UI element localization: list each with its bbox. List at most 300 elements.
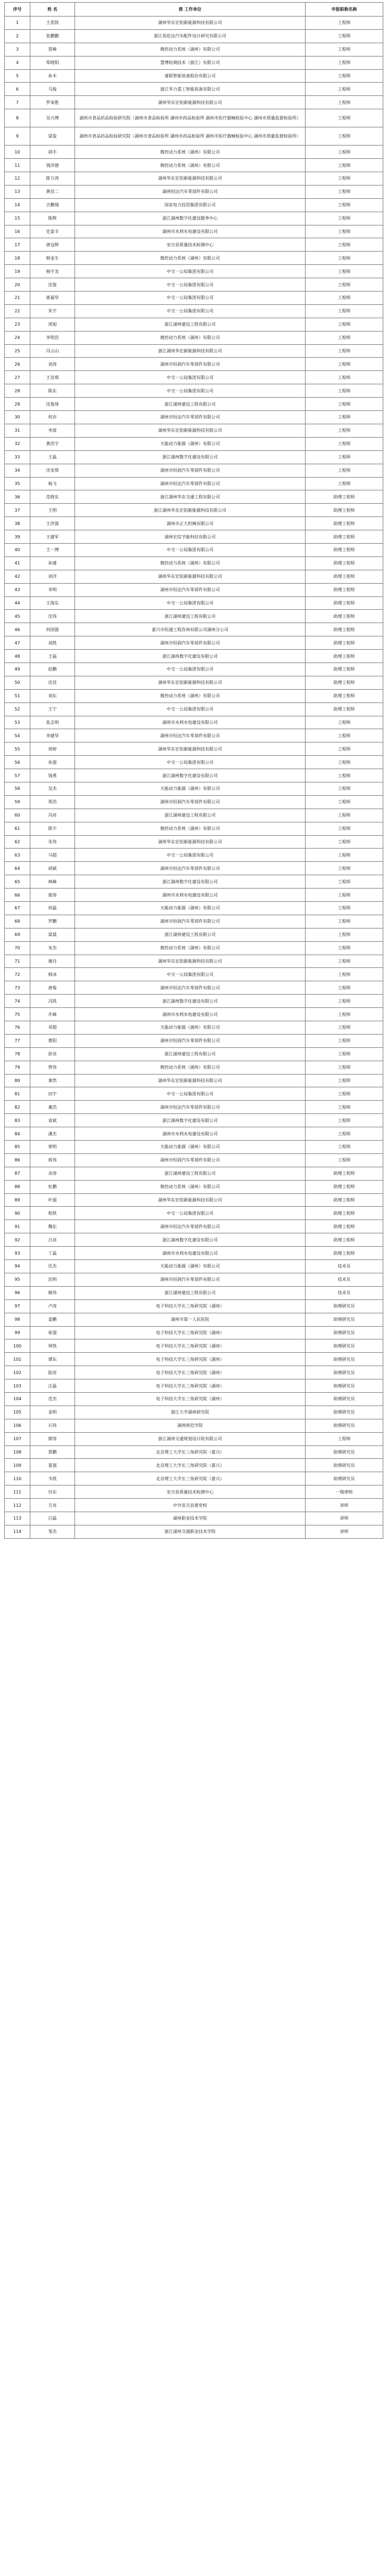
table-row (5, 331, 383, 344)
cell-name: 沈安琪 (30, 464, 75, 477)
cell-name: 汪磊 (30, 1379, 75, 1393)
cell-title: 工程师 (306, 1061, 383, 1074)
cell-name: 沈俊琦 (30, 398, 75, 411)
cell-title: 工程师 (306, 83, 383, 96)
cell-title: 工程师 (306, 1141, 383, 1154)
cell-name: 谢丹 (30, 955, 75, 968)
table-row (5, 490, 383, 504)
cell-employer: 湖州华东宏铝新能源科技有限公司 (75, 570, 306, 583)
cell-name: 曹阳 (30, 1034, 75, 1047)
cell-name: 林峰 (30, 875, 75, 889)
cell-index: 94 (5, 1260, 30, 1273)
cell-title: 助理研究员 (306, 1406, 383, 1419)
cell-title: 工程师 (306, 1008, 383, 1021)
table-row (5, 782, 383, 795)
cell-name: 刘涛 (30, 358, 75, 371)
cell-title: 工程师 (306, 318, 383, 331)
cell-employer: 湖州市恒润汽车零部件有限公司 (75, 1034, 306, 1047)
cell-name: 孙木 (30, 69, 75, 83)
cell-title: 助理研究员 (306, 1446, 383, 1459)
cell-name: 王磊 (30, 650, 75, 663)
table-row (5, 729, 383, 742)
table-row (5, 981, 383, 995)
table-body (5, 17, 383, 1539)
cell-employer: 中交一公局集团有限公司 (75, 304, 306, 318)
cell-employer: 中交一公局集团有限公司 (75, 292, 306, 305)
table-row (5, 835, 383, 849)
table-row (5, 1141, 383, 1154)
cell-title: 工程师 (306, 198, 383, 212)
cell-index: 72 (5, 968, 30, 981)
cell-name: 刘洋 (30, 570, 75, 583)
cell-title: 工程师 (306, 43, 383, 56)
cell-index: 9 (5, 127, 30, 146)
cell-employer: 浙江湖州数字化建设有限公司 (75, 1114, 306, 1127)
cell-index: 77 (5, 1034, 30, 1047)
cell-index: 22 (5, 304, 30, 318)
cell-title: 助理工程师 (306, 676, 383, 689)
cell-index: 50 (5, 676, 30, 689)
cell-title: 工程师 (306, 437, 383, 450)
table-row (5, 109, 383, 127)
cell-title: 工程师 (306, 902, 383, 915)
cell-name: 郭福华 (30, 292, 75, 305)
cell-employer: 湖州恒达汽车零部件有限公司 (75, 185, 306, 198)
cell-title: 工程师 (306, 769, 383, 782)
cell-employer: 湖州市正大机械有限公司 (75, 517, 306, 530)
cell-name: 石伟 (30, 1419, 75, 1432)
table-row (5, 1406, 383, 1419)
cell-employer: 睿联智能装备股份有限公司 (75, 69, 306, 83)
table-row (5, 928, 383, 941)
table-row (5, 1366, 383, 1379)
cell-index: 107 (5, 1432, 30, 1446)
table-row (5, 1419, 383, 1432)
table-row (5, 437, 383, 450)
table-row (5, 809, 383, 822)
table-row (5, 1446, 383, 1459)
table-row (5, 875, 383, 889)
cell-name: 韦凯 (30, 1472, 75, 1485)
cell-index: 43 (5, 583, 30, 596)
cell-name: 何亦 (30, 411, 75, 424)
cell-index: 64 (5, 862, 30, 875)
cell-employer: 微控动力系统（湖州）有限公司 (75, 556, 306, 570)
cell-employer: 湖州师范学院 (75, 1419, 306, 1432)
cell-index: 48 (5, 650, 30, 663)
table-row (5, 17, 383, 30)
cell-name: 刘凯 (30, 636, 75, 650)
cell-index: 18 (5, 252, 30, 265)
table-row (5, 623, 383, 636)
cell-employer: 湖州市恒润汽车零部件有限公司 (75, 915, 306, 928)
cell-name: 冯亮 (30, 809, 75, 822)
table-row (5, 477, 383, 490)
cell-employer: 中交一公局集团有限公司 (75, 543, 306, 556)
cell-name: 陈东 (30, 384, 75, 398)
cell-name: 萧然 (30, 1074, 75, 1087)
cell-title: 助理工程师 (306, 517, 383, 530)
cell-index: 28 (5, 384, 30, 398)
cell-employer: 中交一公局集团有限公司 (75, 849, 306, 862)
table-row (5, 583, 383, 596)
table-row (5, 1180, 383, 1193)
cell-employer: 微控动力系统（湖州）有限公司 (75, 159, 306, 172)
table-row (5, 159, 383, 172)
cell-index: 106 (5, 1419, 30, 1432)
cell-index: 20 (5, 278, 30, 292)
cell-name: 白磊 (30, 1512, 75, 1525)
cell-title: 工程师 (306, 17, 383, 30)
cell-index: 36 (5, 490, 30, 504)
cell-employer: 中交一公局集团有限公司 (75, 1087, 306, 1101)
cell-index: 73 (5, 981, 30, 995)
cell-index: 74 (5, 995, 30, 1008)
cell-index: 70 (5, 941, 30, 955)
table-row (5, 915, 383, 928)
cell-title: 一级律师 (306, 1485, 383, 1499)
cell-index: 112 (5, 1499, 30, 1512)
cell-name: 王海东 (30, 596, 75, 610)
cell-employer: 湖州市水利水电建设有限公司 (75, 225, 306, 238)
cell-title: 助理工程师 (306, 1180, 383, 1193)
cell-name: 沈伟 (30, 610, 75, 623)
table-row (5, 398, 383, 411)
cell-employer: 湖州华东宏铝新能源科技有限公司 (75, 742, 306, 756)
cell-name: 金明 (30, 1406, 75, 1419)
cell-index: 54 (5, 729, 30, 742)
cell-title: 工程师 (306, 729, 383, 742)
table-row (5, 1379, 383, 1393)
cell-index: 76 (5, 1021, 30, 1035)
cell-employer: 湖州宏信节能科技有限公司 (75, 530, 306, 544)
cell-title: 工程师 (306, 185, 383, 198)
cell-name: 沈俊 (30, 278, 75, 292)
cell-name: 廖涛 (30, 1432, 75, 1446)
cell-index: 82 (5, 1101, 30, 1114)
table-row (5, 1392, 383, 1406)
table-row (5, 517, 383, 530)
cell-title: 工程师 (306, 127, 383, 146)
cell-employer: 北京理工大学长三角研究院（嘉兴） (75, 1472, 306, 1485)
cell-name: 杨宇龙 (30, 265, 75, 278)
cell-title: 工程师 (306, 1153, 383, 1167)
table-row (5, 889, 383, 902)
cell-name: 罗鹏 (30, 915, 75, 928)
cell-name: 方亮 (30, 1499, 75, 1512)
cell-employer: 中交一公局集团有限公司 (75, 663, 306, 676)
cell-employer: 浙江湖州华东交通工程有限公司 (75, 490, 306, 504)
table-row (5, 663, 383, 676)
cell-name: 王宁 (30, 702, 75, 716)
cell-title: 助理研究员 (306, 1313, 383, 1326)
cell-index: 104 (5, 1392, 30, 1406)
cell-title: 工程师 (306, 716, 383, 729)
cell-name: 贾峰 (30, 43, 75, 56)
table-row (5, 716, 383, 729)
cell-name: 罗来胜 (30, 96, 75, 109)
cell-name: 沈明 (30, 1273, 75, 1286)
cell-index: 26 (5, 358, 30, 371)
cell-index: 65 (5, 875, 30, 889)
cell-employer: 湖州华东宏铝新能源科技有限公司 (75, 17, 306, 30)
cell-name: 王思凯 (30, 17, 75, 30)
cell-index: 14 (5, 198, 30, 212)
cell-title: 工程师 (306, 29, 383, 43)
cell-index: 25 (5, 344, 30, 358)
cell-index: 69 (5, 928, 30, 941)
table-row (5, 504, 383, 517)
cell-title: 工程师 (306, 172, 383, 185)
cell-index: 4 (5, 56, 30, 69)
cell-employer: 浙江湖州建设工程有限公司 (75, 928, 306, 941)
cell-title: 助理研究员 (306, 1472, 383, 1485)
table-row (5, 1499, 383, 1512)
cell-title: 助理工程师 (306, 1207, 383, 1220)
cell-title: 讲师 (306, 1499, 383, 1512)
table-row (5, 1193, 383, 1207)
cell-index: 21 (5, 292, 30, 305)
cell-title: 助理工程师 (306, 530, 383, 544)
cell-employer: 湖州市水利水电建设有限公司 (75, 716, 306, 729)
cell-employer: 电子科技大学长三角研究院（湖州） (75, 1326, 306, 1339)
cell-index: 38 (5, 517, 30, 530)
cell-employer: 湖州市恒达汽车零部件有限公司 (75, 981, 306, 995)
cell-name: 唐俊 (30, 981, 75, 995)
cell-index: 114 (5, 1525, 30, 1538)
cell-index: 111 (5, 1485, 30, 1499)
cell-employer: 电子科技大学长三角研究院（湖州） (75, 1353, 306, 1366)
cell-employer: 安吉县质量技术检测中心 (75, 1485, 306, 1499)
cell-employer: 浙江湖州建设工程有限公司 (75, 1047, 306, 1061)
cell-employer: 电子科技大学长三角研究院（湖州） (75, 1339, 306, 1353)
cell-employer: 浙江湖州华宏新能源科技有限公司 (75, 344, 306, 358)
cell-employer: 天能动力能源（湖州）有限公司 (75, 437, 306, 450)
cell-title: 助理工程师 (306, 504, 383, 517)
cell-name: 梁晨 (30, 928, 75, 941)
cell-index: 62 (5, 835, 30, 849)
cell-index: 52 (5, 702, 30, 716)
cell-index: 2 (5, 29, 30, 43)
cell-index: 66 (5, 889, 30, 902)
cell-name: 朱伟 (30, 835, 75, 849)
cell-employer: 浙江湖州数字化建设有限公司 (75, 650, 306, 663)
cell-index: 71 (5, 955, 30, 968)
cell-employer: 湖州市恒润汽车零部件有限公司 (75, 1273, 306, 1286)
table-row (5, 1353, 383, 1366)
cell-index: 63 (5, 849, 30, 862)
cell-employer: 湖州市恒达汽车零部件有限公司 (75, 862, 306, 875)
cell-employer: 微控动力系统（湖州）有限公司 (75, 822, 306, 835)
cell-index: 110 (5, 1472, 30, 1485)
cell-employer: 天能动力能源（湖州）有限公司 (75, 1141, 306, 1154)
table-row (5, 1207, 383, 1220)
cell-title: 助理研究员 (306, 1379, 383, 1393)
table-row (5, 127, 383, 146)
cell-employer: 湖州市恒润汽车零部件有限公司 (75, 1153, 306, 1167)
cell-index: 19 (5, 265, 30, 278)
cell-title: 工程师 (306, 928, 383, 941)
cell-employer: 浙江湖州数字化建设服务中心 (75, 212, 306, 225)
cell-employer: 微控动力系统（湖州）有限公司 (75, 331, 306, 344)
cell-title: 工程师 (306, 955, 383, 968)
cell-employer: 湖州华东宏铝新能源科技有限公司 (75, 955, 306, 968)
cell-name: 周婷 (30, 742, 75, 756)
table-row (5, 596, 383, 610)
cell-name: 马俊 (30, 83, 75, 96)
cell-title: 工程师 (306, 278, 383, 292)
table-row (5, 1260, 383, 1273)
table-row (5, 96, 383, 109)
table-row (5, 56, 383, 69)
cell-index: 32 (5, 437, 30, 450)
header-index: 序号 (5, 3, 30, 17)
table-row (5, 318, 383, 331)
cell-employer: 湖州市恒润汽车零部件有限公司 (75, 795, 306, 809)
cell-title: 工程师 (306, 292, 383, 305)
cell-title: 助理研究员 (306, 1339, 383, 1353)
cell-index: 23 (5, 318, 30, 331)
cell-index: 17 (5, 238, 30, 252)
cell-index: 61 (5, 822, 30, 835)
cell-name: 吉鹏翔 (30, 198, 75, 212)
cell-title: 技术员 (306, 1286, 383, 1299)
cell-title: 工程师 (306, 371, 383, 384)
cell-title: 助理研究员 (306, 1299, 383, 1313)
cell-index: 92 (5, 1233, 30, 1247)
cell-name: 余涛 (30, 1167, 75, 1180)
cell-index: 24 (5, 331, 30, 344)
cell-title: 工程师 (306, 1127, 383, 1141)
cell-title: 技术员 (306, 1273, 383, 1286)
cell-employer: 湖州市水利水电建设有限公司 (75, 1008, 306, 1021)
table-row (5, 1087, 383, 1101)
table-row (5, 146, 383, 159)
table-row (5, 862, 383, 875)
cell-index: 33 (5, 450, 30, 464)
table-row (5, 1167, 383, 1180)
cell-index: 27 (5, 371, 30, 384)
table-row (5, 955, 383, 968)
cell-employer: 安吉县质量技术检测中心 (75, 238, 306, 252)
cell-index: 86 (5, 1153, 30, 1167)
cell-title: 助理工程师 (306, 1247, 383, 1260)
cell-name: 曾伟 (30, 1061, 75, 1074)
cell-title: 工程师 (306, 477, 383, 490)
cell-name: 王建军 (30, 530, 75, 544)
cell-employer: 浙江湖州数字化建设有限公司 (75, 875, 306, 889)
cell-employer: 湖州华东宏铝新能源科技有限公司 (75, 835, 306, 849)
cell-index: 35 (5, 477, 30, 490)
cell-index: 51 (5, 689, 30, 702)
cell-name: 吕亮 (30, 1233, 75, 1247)
table-row (5, 1034, 383, 1047)
table-row (5, 292, 383, 305)
cell-employer: 中交一公局集团有限公司 (75, 596, 306, 610)
cell-employer: 湖州市恒达汽车零部件有限公司 (75, 1220, 306, 1233)
cell-title: 工程师 (306, 304, 383, 318)
cell-index: 80 (5, 1074, 30, 1087)
cell-employer: 湖州华东宏铝新能源科技有限公司 (75, 172, 306, 185)
cell-index: 67 (5, 902, 30, 915)
cell-employer: 浙江湖州华东宏铝新能源科技有限公司 (75, 504, 306, 517)
table-header-row (5, 3, 383, 17)
cell-name: 孙强 (30, 756, 75, 769)
cell-name: 李建华 (30, 729, 75, 742)
cell-title: 工程师 (306, 862, 383, 875)
cell-title: 工程师 (306, 795, 383, 809)
table-row (5, 636, 383, 650)
cell-name: 许峰 (30, 1008, 75, 1021)
cell-name: 王磊 (30, 450, 75, 464)
header-employer: 推 工作单位 (75, 3, 306, 17)
table-row (5, 1233, 383, 1247)
cell-index: 53 (5, 716, 30, 729)
cell-index: 42 (5, 570, 30, 583)
cell-name: 陆亮 (30, 1366, 75, 1379)
cell-name: 黄浩宇 (30, 437, 75, 450)
cell-employer: 湖州华东宏铝新能源科技有限公司 (75, 1074, 306, 1087)
cell-title: 工程师 (306, 159, 383, 172)
cell-index: 10 (5, 146, 30, 159)
cell-name: 唐冠辉 (30, 238, 75, 252)
table-row (5, 1247, 383, 1260)
table-row (5, 252, 383, 265)
cell-title: 工程师 (306, 450, 383, 464)
cell-employer: 微控动力系统（湖州）有限公司 (75, 1061, 306, 1074)
cell-title: 助理工程师 (306, 490, 383, 504)
cell-employer: 湖州市恒润汽车零部件有限公司 (75, 358, 306, 371)
cell-employer: 北京理工大学长三角研究院（嘉兴） (75, 1459, 306, 1472)
table-row (5, 1047, 383, 1061)
cell-employer: 电子科技大学长三角研究院（湖州） (75, 1379, 306, 1393)
cell-name: 潘杰 (30, 1127, 75, 1141)
cell-title: 助理研究员 (306, 1419, 383, 1432)
cell-name: 王一博 (30, 543, 75, 556)
table-row (5, 1472, 383, 1485)
cell-index: 6 (5, 83, 30, 96)
table-row (5, 1008, 383, 1021)
cell-title: 工程师 (306, 1074, 383, 1087)
cell-index: 5 (5, 69, 30, 83)
table-row (5, 1074, 383, 1087)
cell-employer: 微控动力系统（湖州）有限公司 (75, 146, 306, 159)
table-row (5, 212, 383, 225)
cell-employer: 浙江英伦达汽车配件设计研究有限公司 (75, 29, 306, 43)
cell-title: 工程师 (306, 424, 383, 437)
cell-name: 杜鹏 (30, 1180, 75, 1193)
cell-title: 助理工程师 (306, 702, 383, 716)
cell-title: 工程师 (306, 1101, 383, 1114)
cell-name: 韩金生 (30, 252, 75, 265)
cell-employer: 微控动力系统（湖州）有限公司 (75, 941, 306, 955)
cell-title: 助理工程师 (306, 596, 383, 610)
cell-name: 黄佳二 (30, 185, 75, 198)
cell-employer: 慧博检测技术（浙江）有限公司 (75, 56, 306, 69)
cell-employer: 湖州市食品药品检验研究院（湖州市食品检验所 湖州市药品检验所 湖州市医疗器械检验中心 湖州市质量监督检验所） (75, 109, 306, 127)
table-row (5, 384, 383, 398)
cell-name: 沈佳 (30, 676, 75, 689)
cell-index: 1 (5, 17, 30, 30)
cell-title: 助理工程师 (306, 689, 383, 702)
cell-index: 98 (5, 1313, 30, 1326)
cell-name: 范晓东 (30, 490, 75, 504)
table-row (5, 1313, 383, 1326)
cell-index: 90 (5, 1207, 30, 1220)
table-row (5, 543, 383, 556)
cell-index: 8 (5, 109, 30, 127)
cell-name: 吴兴博 (30, 109, 75, 127)
